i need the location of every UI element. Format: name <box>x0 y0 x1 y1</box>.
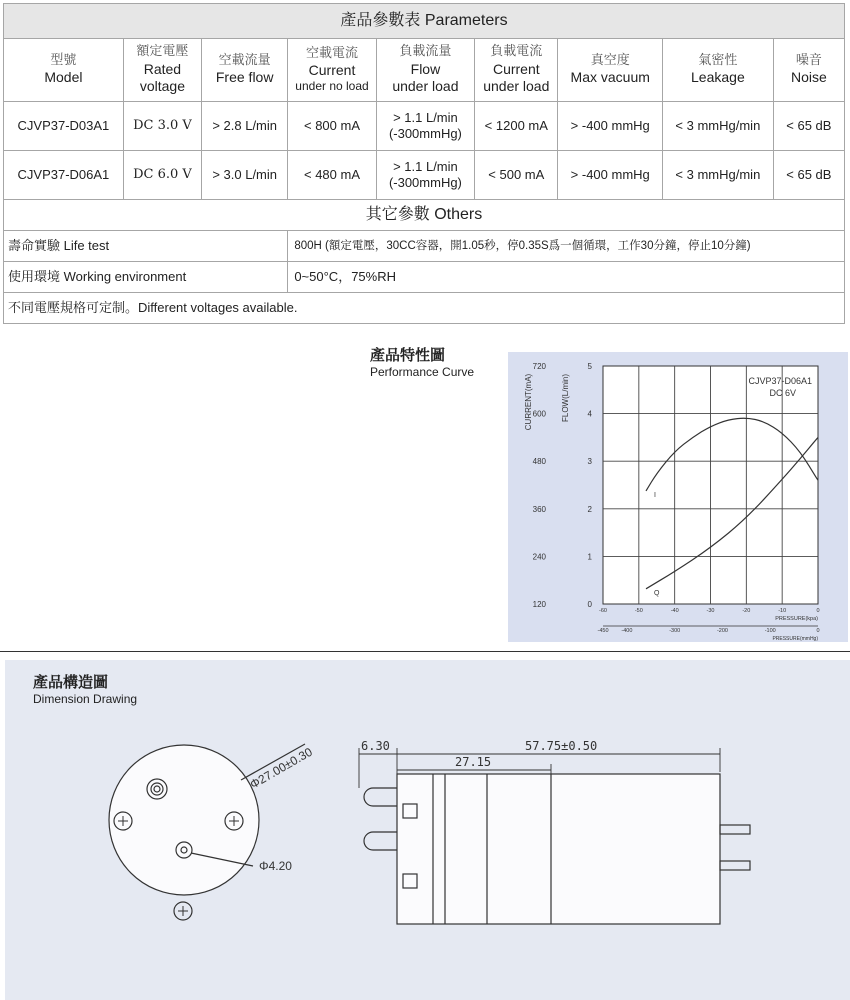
kpa-tick-label: -40 <box>670 608 679 614</box>
dim-label-57-75: 57.75±0.50 <box>525 739 598 753</box>
cell-current-no-load: < 480 mA <box>288 151 376 200</box>
performance-title-zh: 產品特性圖 <box>370 347 446 364</box>
cell-free-flow: > 3.0 L/min <box>202 151 288 200</box>
current-tick-label: 480 <box>532 457 546 467</box>
dimension-drawing <box>5 660 850 1000</box>
screw-bottom-cross <box>178 906 188 916</box>
kpa-tick-label: 0 <box>816 608 820 614</box>
terminal-upper <box>720 825 750 834</box>
performance-chart-svg <box>508 352 848 642</box>
kpa-tick-label: -30 <box>706 608 715 614</box>
dimension-drawing-svg <box>5 660 850 1000</box>
flow-tick-label: 0 <box>587 600 592 609</box>
dimension-title-en: Dimension Drawing <box>33 692 138 706</box>
header-current-load: 負載電流 Current under load <box>475 39 558 102</box>
cell-noise: < 65 dB <box>773 102 844 151</box>
cell-model: CJVP37-D06A1 <box>4 151 124 200</box>
mmhg-axis-title: PRESSURE(mmHg) <box>772 636 818 642</box>
others-title: 其它參數 Others <box>4 200 845 231</box>
hole-label: Φ4.20 <box>259 859 292 873</box>
header-current-no-load: 空載電流 Current under no load <box>288 39 376 102</box>
kpa-tick-label: -60 <box>599 608 607 614</box>
dimension-title-zh: 產品構造圖 <box>33 674 109 691</box>
flow-tick-label: 4 <box>587 409 592 419</box>
table-row <box>4 102 845 151</box>
series-label-q: Q <box>654 589 660 597</box>
kpa-tick-label: -50 <box>634 608 643 614</box>
parameters-table <box>3 3 845 324</box>
environment-value: 0~50°C，75%RH <box>288 262 845 293</box>
kpa-axis-title: PRESSURE(kpa) <box>775 616 818 622</box>
nozzle-lower <box>364 832 397 850</box>
mmhg-tick-label: -400 <box>621 628 633 634</box>
header-flow-load: 負載流量 Flow under load <box>376 39 475 102</box>
flow-tick-label: 5 <box>587 362 592 371</box>
cell-leakage: < 3 mmHg/min <box>663 102 774 151</box>
life-test-label: 壽命實驗 Life test <box>4 231 288 262</box>
life-test-value: 800H (額定電壓，30CC容器，開1.05秒，停0.35S爲一個循環，工作30分鐘，停止10分鐘) <box>288 231 845 262</box>
cell-current-load: < 500 mA <box>475 151 558 200</box>
kpa-tick-label: -20 <box>742 608 751 614</box>
cell-voltage: DC 6.0 V <box>123 151 201 200</box>
legend-model: CJVP37-D06A1 <box>748 376 812 386</box>
diameter-label: Φ27.00±0.30 <box>247 744 315 792</box>
terminal-lower <box>720 861 750 870</box>
current-tick-label: 120 <box>532 600 546 609</box>
current-axis-title: CURRENT(mA) <box>524 373 533 431</box>
cell-free-flow: > 2.8 L/min <box>202 102 288 151</box>
mmhg-tick-label: -200 <box>716 628 728 634</box>
cell-current-no-load: < 800 mA <box>288 102 376 151</box>
environment-label: 使用環境 Working environment <box>4 262 288 293</box>
mmhg-tick-label: 0 <box>816 628 820 634</box>
cell-voltage: DC 3.0 V <box>123 102 201 151</box>
header-leakage: 氣密性 Leakage <box>663 39 774 102</box>
performance-title-en: Performance Curve <box>370 365 475 379</box>
cell-noise: < 65 dB <box>773 151 844 200</box>
flow-tick-label: 2 <box>587 504 592 514</box>
header-model: 型號 Model <box>4 39 124 102</box>
cell-leakage: < 3 mmHg/min <box>663 151 774 200</box>
current-tick-label: 360 <box>532 504 546 514</box>
environment-row <box>4 262 845 293</box>
header-voltage: 額定電壓 Rated voltage <box>123 39 201 102</box>
header-row <box>4 39 845 102</box>
header-noise: 噪音 Noise <box>773 39 844 102</box>
legend-voltage: DC 6V <box>769 388 796 398</box>
cell-max-vacuum: > -400 mmHg <box>558 102 663 151</box>
nozzle-upper <box>364 788 397 806</box>
flow-tick-label: 3 <box>587 457 592 467</box>
cell-flow-load: > 1.1 L/min (-300mmHg) <box>376 102 475 151</box>
cell-max-vacuum: > -400 mmHg <box>558 151 663 200</box>
mmhg-tick-label: -450 <box>597 628 609 634</box>
flow-axis-title: FLOW(L/min) <box>561 374 570 422</box>
side-view <box>359 748 750 924</box>
current-tick-label: 600 <box>532 409 546 419</box>
series-label-i: I <box>654 491 656 499</box>
table-title: 產品參數表 Parameters <box>4 4 845 39</box>
mmhg-tick-label: -300 <box>669 628 681 634</box>
voltage-note: 不同電壓規格可定制。Different voltages available. <box>4 293 845 324</box>
dim-label-6-30: 6.30 <box>361 739 390 753</box>
kpa-tick-label: -10 <box>778 608 787 614</box>
life-test-row <box>4 231 845 262</box>
mmhg-tick-label: -100 <box>764 628 776 634</box>
current-tick-label: 240 <box>532 552 546 562</box>
performance-title <box>370 347 474 379</box>
performance-chart <box>508 352 848 642</box>
section-divider <box>0 651 850 652</box>
cell-model: CJVP37-D03A1 <box>4 102 124 151</box>
table-row <box>4 151 845 200</box>
header-max-vacuum: 真空度 Max vacuum <box>558 39 663 102</box>
cell-current-load: < 1200 mA <box>475 102 558 151</box>
dim-label-27-15: 27.15 <box>455 755 492 769</box>
flow-tick-label: 1 <box>587 552 592 562</box>
current-tick-label: 720 <box>532 362 546 371</box>
header-free-flow: 空載流量 Free flow <box>202 39 288 102</box>
cell-flow-load: > 1.1 L/min (-300mmHg) <box>376 151 475 200</box>
